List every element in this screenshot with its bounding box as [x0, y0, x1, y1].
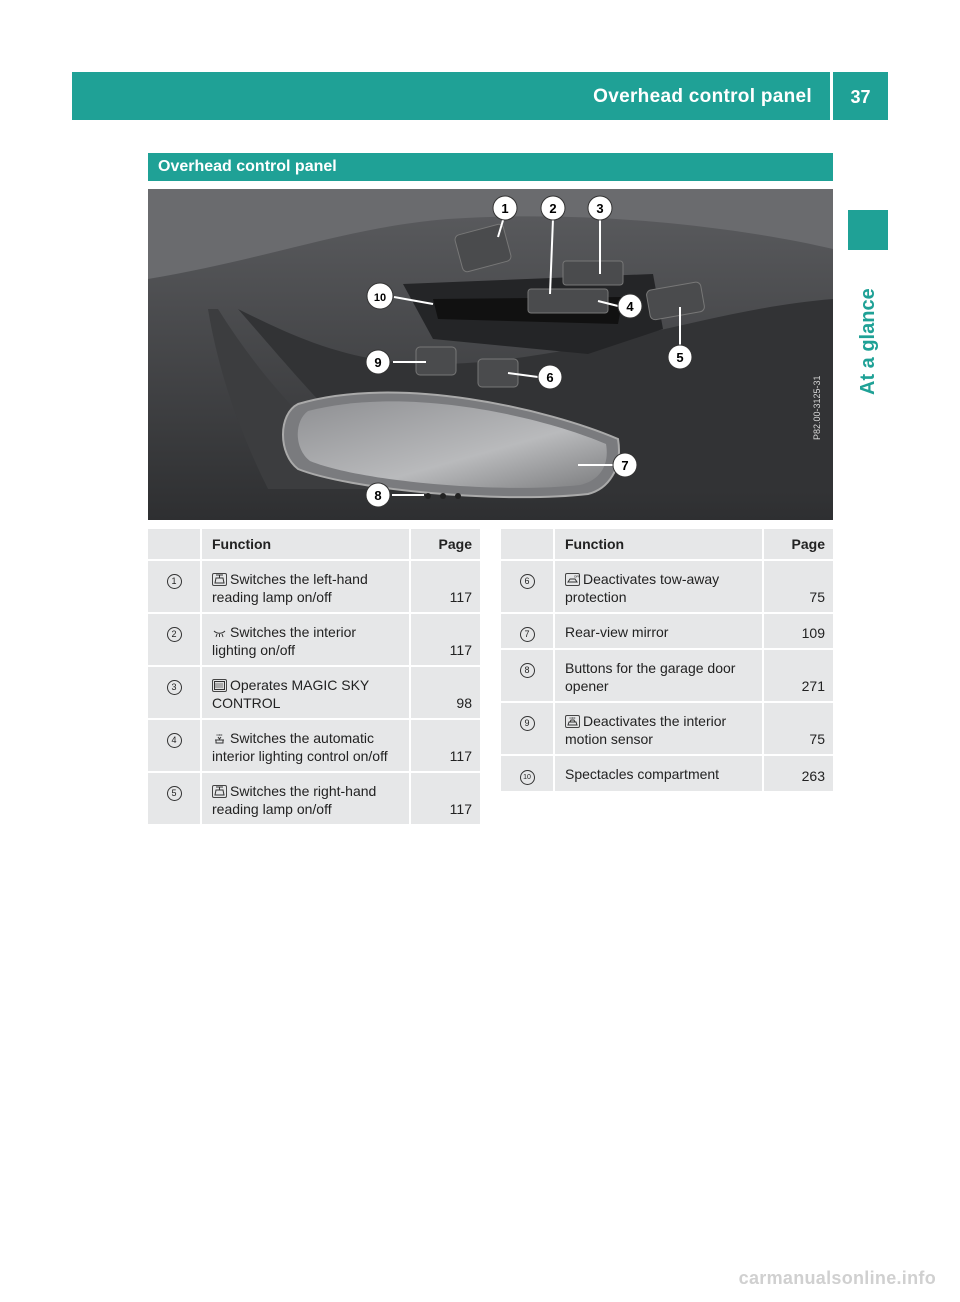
- item-number: 9: [520, 716, 535, 731]
- page-ref[interactable]: 263: [764, 756, 833, 791]
- callout-2: [541, 196, 565, 220]
- page-ref[interactable]: 271: [764, 650, 833, 701]
- function-text: Buttons for the garage door opener: [565, 660, 736, 694]
- callout-7: [613, 453, 637, 477]
- section-heading: Overhead control panel: [148, 153, 833, 181]
- page-ref[interactable]: 117: [411, 614, 480, 665]
- figure-code: P82.00-3125-31: [812, 375, 822, 440]
- motion-sensor-off-icon: [565, 715, 580, 728]
- svg-text:9: 9: [374, 355, 382, 370]
- item-number: 4: [167, 733, 182, 748]
- table-row: [501, 756, 833, 791]
- svg-text:4: 4: [626, 299, 634, 314]
- table-row: [148, 773, 480, 824]
- callout-4: [618, 294, 642, 318]
- tow-away-off-icon: [565, 573, 580, 586]
- page-number: 37: [850, 87, 871, 107]
- function-text: Switches the left-hand reading lamp on/off: [212, 571, 368, 605]
- function-text: Operates MAGIC SKY CONTROL: [212, 677, 370, 711]
- column-header-function: Function: [200, 529, 411, 559]
- svg-text:8: 8: [374, 488, 382, 503]
- svg-text:2: 2: [549, 201, 557, 216]
- callout-10: [367, 283, 393, 309]
- table-row: [148, 720, 480, 771]
- callout-3: [588, 196, 612, 220]
- table-header-row: [148, 529, 480, 559]
- header-title: Overhead control panel: [593, 86, 812, 107]
- table-row: [501, 650, 833, 701]
- page-ref[interactable]: 117: [411, 720, 480, 771]
- svg-text:6: 6: [546, 370, 554, 385]
- watermark: carmanualsonline.info: [738, 1268, 936, 1288]
- table-row: [501, 561, 833, 612]
- function-table-left: [148, 527, 480, 826]
- callout-9: [366, 350, 390, 374]
- table-row: [501, 703, 833, 754]
- svg-text:OFF: OFF: [216, 733, 223, 737]
- column-header-number: [501, 529, 553, 559]
- reading-lamp-icon: [212, 785, 227, 798]
- interior-light-icon: [212, 626, 227, 639]
- svg-text:7: 7: [621, 458, 629, 473]
- reading-lamp-icon: [212, 573, 227, 586]
- table-header-row: [501, 529, 833, 559]
- page-header: [72, 72, 888, 120]
- function-text: Rear-view mirror: [565, 624, 669, 640]
- function-text: Spectacles compartment: [565, 766, 720, 782]
- table-row: [148, 561, 480, 612]
- page-ref[interactable]: 117: [411, 561, 480, 612]
- function-text: Switches the automatic interior lighting control on/off: [212, 730, 388, 764]
- callout-5: [668, 345, 692, 369]
- callout-6: [538, 365, 562, 389]
- svg-text:OFF: OFF: [569, 716, 576, 720]
- item-number: 2: [167, 627, 182, 642]
- callout-1: [493, 196, 517, 220]
- overhead-panel-figure: [148, 189, 833, 520]
- function-text: Switches the interior lighting on/off: [212, 624, 357, 658]
- column-header-function: Function: [553, 529, 764, 559]
- item-number: 10: [520, 770, 535, 785]
- column-header-number: [148, 529, 200, 559]
- svg-text:3: 3: [596, 201, 604, 216]
- column-header-page: Page: [764, 529, 833, 559]
- table-row: [501, 614, 833, 648]
- overhead-panel-illustration: [148, 189, 833, 520]
- table-row: [148, 614, 480, 665]
- page-ref[interactable]: 98: [411, 667, 480, 718]
- magic-sky-icon: [212, 679, 227, 692]
- side-tab-marker: [848, 210, 888, 250]
- item-number: 7: [520, 627, 535, 642]
- function-text: Deactivates tow-away protection: [565, 571, 720, 605]
- item-number: 5: [167, 786, 182, 801]
- page-ref[interactable]: 117: [411, 773, 480, 824]
- function-text: Deactivates the interior motion sensor: [565, 713, 727, 747]
- item-number: 6: [520, 574, 535, 589]
- svg-text:10: 10: [373, 292, 387, 304]
- svg-text:OFF: OFF: [574, 574, 580, 579]
- item-number: 1: [167, 574, 182, 589]
- svg-text:5: 5: [676, 350, 684, 365]
- side-tab-label: At a glance: [857, 288, 879, 395]
- callout-8: [366, 483, 390, 507]
- table-row: [148, 667, 480, 718]
- item-number: 8: [520, 663, 535, 678]
- column-header-page: Page: [411, 529, 480, 559]
- function-text: Switches the right-hand reading lamp on/off: [212, 783, 377, 817]
- page-ref[interactable]: 109: [764, 614, 833, 648]
- item-number: 3: [167, 680, 182, 695]
- svg-text:1: 1: [501, 201, 509, 216]
- function-table-right: [501, 527, 833, 793]
- page-ref[interactable]: 75: [764, 703, 833, 754]
- page-ref[interactable]: 75: [764, 561, 833, 612]
- auto-light-off-icon: [212, 732, 227, 745]
